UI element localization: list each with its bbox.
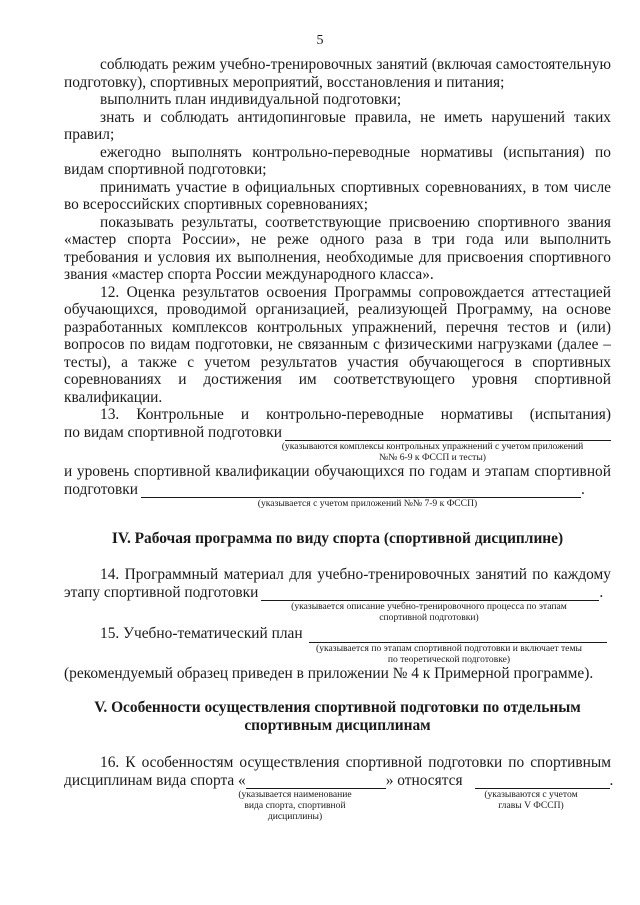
fill-in-blank[interactable] xyxy=(141,484,581,498)
caption-line: (указывается описание учебно-тренировочного процесса по этапам xyxy=(291,601,567,612)
section-heading: V. Особенности осуществления спортивной подготовки по отдельным xyxy=(94,699,581,716)
paragraph-13-line2 xyxy=(64,424,611,442)
caption-line: вида спорта, спортивной xyxy=(244,800,346,811)
caption-line: по теоретической подготовке) xyxy=(387,653,511,665)
paragraph: принимать участие в официальных спортивных соревнованиях, в том числе во всероссийских спортивных соревнованиях; xyxy=(64,178,611,213)
paragraph-14-line2: этапу спортивной подготовки . xyxy=(64,583,604,601)
fill-in-blank[interactable] xyxy=(285,427,611,441)
fill-in-blank-sport[interactable] xyxy=(246,775,386,789)
caption-line: (указываются с учетом xyxy=(484,789,578,800)
caption xyxy=(264,601,594,623)
paragraph-14-line1: 14. Программный материал для учебно-тренировочных занятий по каждому xyxy=(100,566,611,583)
paragraph: выполнить план индивидуальной подготовки; xyxy=(100,91,402,108)
page-number: 5 xyxy=(316,33,324,48)
captions-row xyxy=(64,789,611,822)
paragraph-15-text: 15. Учебно-тематический план xyxy=(100,625,303,642)
paragraph: показывать результаты, соответствующие присвоению спортивного звания «мастер спорта России», не реже одного раза в три года или выполнить требования и условия их выполнения, необходимые для присвоения спортивного звания «мастер спорта России международного класса». xyxy=(64,213,611,283)
caption-line: главы V ФССП) xyxy=(498,800,564,811)
paragraph: знать и соблюдать антидопинговые правила, не иметь нарушений таких правил; xyxy=(64,108,611,143)
paragraph-12: 12. Оценка результатов освоения Программы сопровождается аттестацией обучающихся, проводимой организацией, реализующей Программу, на основе разработанных комплексов контрольных упражнений, перечня тестов и (или) вопросов по видам подготовки, не связанным с физическими нагрузками (далее – тесты), а также с учетом результатов участия обучающегося в спортивных соревнованиях и достижения им соответствующего уровня спортивной квалификации. xyxy=(64,283,611,406)
caption-line: (указываются комплексы контрольных упражнений с учетом приложений xyxy=(281,441,584,452)
paragraph-14-text: этапу спортивной подготовки xyxy=(64,583,259,601)
caption xyxy=(254,441,611,463)
caption-line: спортивной подготовки) xyxy=(379,612,479,623)
paragraph-15-line1 xyxy=(64,625,611,643)
caption xyxy=(466,789,596,822)
paragraph-13-line1: 13. Контрольные и контрольно-переводные нормативы (испытания) xyxy=(100,406,611,423)
paragraph-13-text: подготовки xyxy=(64,480,138,498)
caption-line: (указывается наименование xyxy=(238,789,352,800)
caption xyxy=(232,789,358,822)
paragraph-15-cont: (рекомендуемый образец приведен в приложении № 4 к Примерной программе). xyxy=(64,664,594,682)
section-heading: спортивным дисциплинам xyxy=(244,717,431,734)
paragraph-16-line2: дисциплинам вида спорта « » относятся . xyxy=(64,771,614,789)
caption: (указывается с учетом приложений №№ 7-9 к ФССП) xyxy=(257,498,478,509)
paragraph-13-cont2: подготовки . xyxy=(64,480,585,498)
caption xyxy=(284,643,614,665)
paragraph: ежегодно выполнять контрольно-переводные нормативы (испытания) по видам спортивной подготовки; xyxy=(64,143,611,178)
paragraph: соблюдать режим учебно-тренировочных занятий (включая самостоятельную подготовку), спортивных мероприятий, восстановления и питания; xyxy=(64,56,611,91)
caption-line: (указывается по этапам спортивной подготовки и включает темы xyxy=(316,642,582,654)
section-heading: IV. Рабочая программа по виду спорта (спортивной дисциплине) xyxy=(111,530,564,547)
paragraph-13-cont: и уровень спортивной квалификации обучающихся по годам и этапам спортивной xyxy=(64,463,611,480)
paragraph-16-text: » относятся xyxy=(385,771,463,789)
document-body xyxy=(64,56,614,822)
fill-in-blank[interactable] xyxy=(261,587,599,601)
fill-in-blank[interactable] xyxy=(309,629,607,643)
paragraph-16-line1: 16. К особенностям осуществления спортивной подготовки по спортивным xyxy=(100,754,611,771)
caption-line: №№ 6-9 к ФССП и тесты) xyxy=(379,452,486,463)
paragraph-13-text: по видам спортивной подготовки xyxy=(64,423,282,441)
paragraph-16-text: дисциплинам вида спорта « xyxy=(64,771,246,789)
fill-in-blank-features[interactable] xyxy=(475,775,610,789)
caption-line: дисциплины) xyxy=(267,811,323,822)
